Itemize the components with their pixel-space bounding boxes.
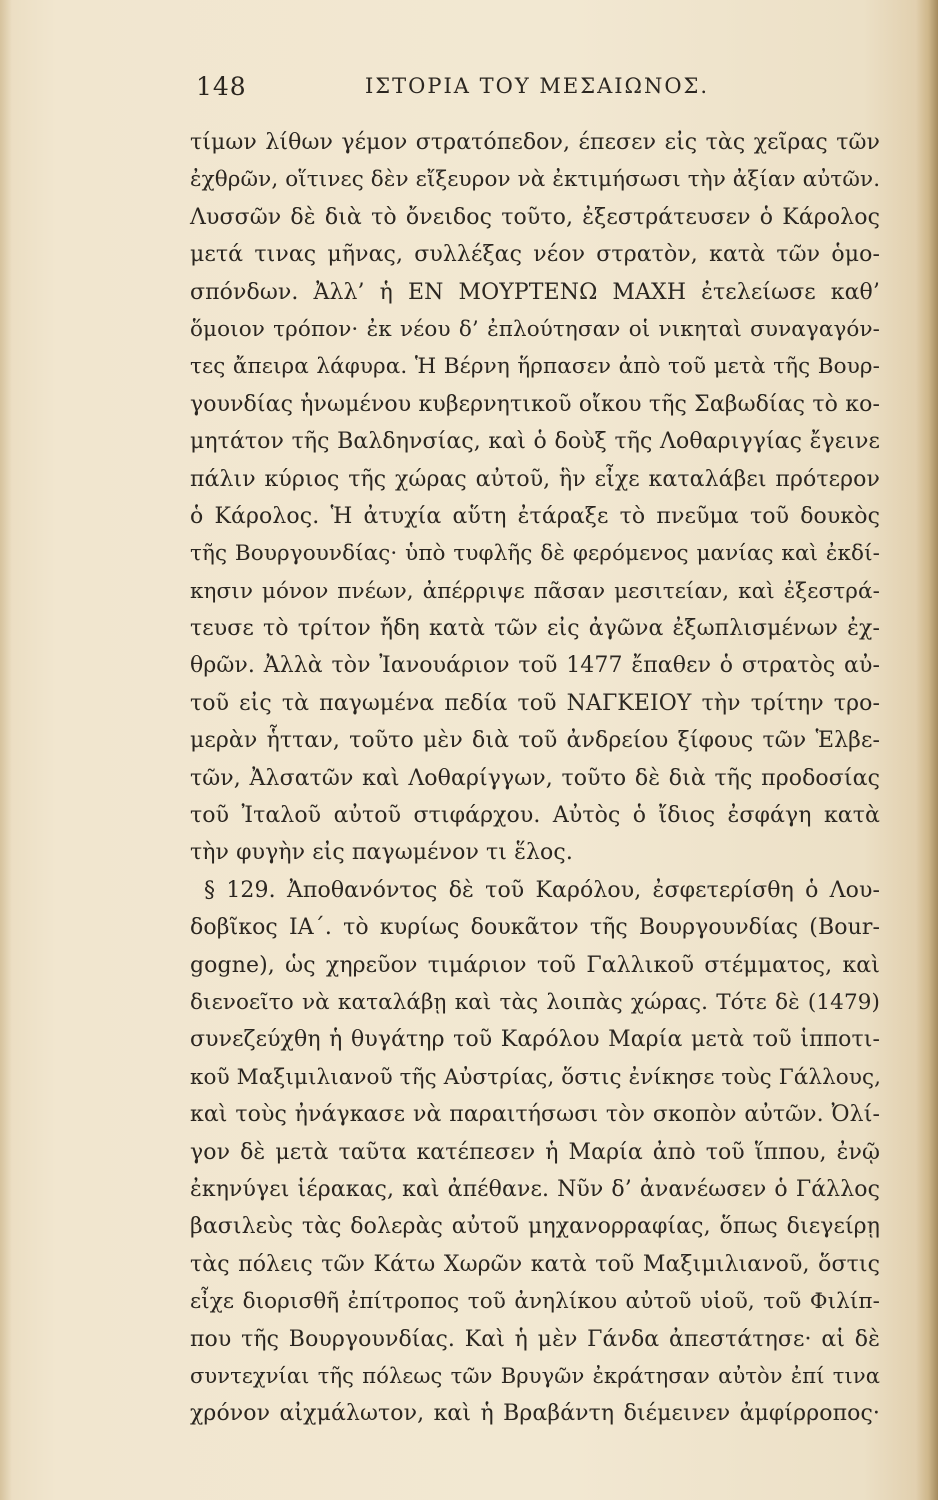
text-line: πάλιν κύριος τῆς χώρας αὐτοῦ, ἣν εἶχε καταλάβει πρότερον bbox=[190, 466, 880, 492]
paragraph-end-line: τὴν φυγὴν εἰς παγωμένον τι ἕλος. bbox=[190, 840, 573, 866]
text-line: τὰς πόλεις τῶν Κάτω Χωρῶν κατὰ τοῦ Μαξιμιλιανοῦ, ὅστις bbox=[190, 1251, 880, 1277]
text-line: διενοεῖτο νὰ καταλάβῃ καὶ τὰς λοιπὰς χώρας. Τότε δὲ (1479) bbox=[190, 989, 880, 1015]
text-line: ἐχθρῶν, οἵτινες δὲν εἴξευρον νὰ ἐκτιμήσωσι τὴν ἀξίαν αὐτῶν. bbox=[190, 167, 881, 193]
text-line: συντεχνίαι τῆς πόλεως τῶν Βρυγῶν ἐκράτησαν αὐτὸν ἐπί τινα bbox=[190, 1363, 880, 1388]
text-line: τοῦ Ἰταλοῦ αὐτοῦ στιφάρχου. Αὐτὸς ὁ ἴδιος ἐσφάγη κατὰ bbox=[190, 803, 880, 829]
body-text bbox=[190, 124, 880, 1433]
text-line: τῆς Βουργουνδίας· ὑπὸ τυφλῆς δὲ φερόμενος μανίας καὶ ἐκδί- bbox=[190, 541, 880, 567]
text-line: μητάτον τῆς Βαλδηνσίας, καὶ ὁ δοὺξ τῆς Λοθαριγγίας ἔγεινε bbox=[190, 429, 880, 455]
section-heading-line: § 129. Ἀποθανόντος δὲ τοῦ Καρόλου, ἐσφετερίσθη ὁ Λου- bbox=[204, 877, 880, 903]
text-line: τοῦ εἰς τὰ παγωμένα πεδία τοῦ ΝΑΓΚΕΙΟΥ τὴν τρίτην τρο- bbox=[190, 690, 880, 716]
text-line: τευσε τὸ τρίτον ἤδη κατὰ τῶν εἰς ἀγῶνα ἐξωπλισμένων ἐχ- bbox=[190, 616, 880, 642]
text-line: gogne), ὡς χηρεῦον τιμάριον τοῦ Γαλλικοῦ στέμματος, καὶ bbox=[190, 952, 880, 978]
page-gutter-shadow bbox=[0, 0, 12, 1500]
text-line: κοῦ Μαξιμιλιανοῦ τῆς Αὐστρίας, ὅστις ἐνίκησε τοὺς Γάλλους, bbox=[190, 1064, 882, 1090]
text-line: ὁ Κάρολος. Ἡ ἀτυχία αὕτη ἐτάραξε τὸ πνεῦμα τοῦ δουκὸς bbox=[190, 503, 880, 529]
page-number: 148 bbox=[196, 72, 247, 101]
text-line: τῶν, Ἀλσατῶν καὶ Λοθαρίγγων, τοῦτο δὲ διὰ τῆς προδοσίας bbox=[190, 765, 880, 791]
text-line: θρῶν. Ἀλλὰ τὸν Ἰανουάριον τοῦ 1477 ἔπαθεν ὁ στρατὸς αὐ- bbox=[190, 653, 880, 679]
text-line: δοβῖκος ΙΑ΄. τὸ κυρίως δουκᾶτον τῆς Βουργουνδίας (Bour- bbox=[190, 915, 880, 941]
text-line: γουνδίας ἡνωμένου κυβερνητικοῦ οἴκου τῆς Σαβωδίας τὸ κο- bbox=[190, 391, 880, 417]
text-line: Λυσσῶν δὲ διὰ τὸ ὄνειδος τοῦτο, ἐξεστράτευσεν ὁ Κάρολος bbox=[190, 204, 880, 230]
text-line: βασιλεὺς τὰς δολερὰς αὐτοῦ μηχανορραφίας, ὅπως διεγείρῃ bbox=[190, 1214, 880, 1240]
text-line: μερὰν ἧτταν, τοῦτο μὲν διὰ τοῦ ἀνδρείου ξίφους τῶν Ἑλβε- bbox=[190, 728, 880, 754]
text-line: τες ἄπειρα λάφυρα. Ἡ Βέρνη ἥρπασεν ἀπὸ τοῦ μετὰ τῆς Βουρ- bbox=[190, 354, 880, 380]
text-line: τίμων λίθων γέμον στρατόπεδον, έπεσεν εἰς τὰς χεῖρας τῶν bbox=[190, 130, 880, 155]
page-edge-shadow bbox=[916, 0, 938, 1500]
text-line: χρόνον αἰχμάλωτον, καὶ ἡ Βραβάντη διέμεινεν ἀμφίρροπος· bbox=[190, 1401, 880, 1427]
text-line: γον δὲ μετὰ ταῦτα κατέπεσεν ἡ Μαρία ἀπὸ τοῦ ἵππου, ἐνῷ bbox=[190, 1139, 880, 1165]
text-line: μετά τινας μῆνας, συλλέξας νέον στρατὸν, κατὰ τῶν ὁμο- bbox=[190, 242, 880, 268]
running-header bbox=[190, 72, 880, 112]
text-line: κησιν μόνον πνέων, ἀπέρριψε πᾶσαν μεσιτείαν, καὶ ἐξεστρά- bbox=[190, 578, 880, 604]
text-line: σπόνδων. Ἀλλ’ ἡ ΕΝ ΜΟΥΡΤΕΝΩ ΜΑΧΗ ἐτελείωσε καθ’ bbox=[190, 279, 880, 305]
text-line: ἐκηνύγει ἱέρακας, καὶ ἀπέθανε. Νῦν δ’ ἀνανέωσεν ὁ Γάλλος bbox=[190, 1176, 880, 1202]
text-line: που τῆς Βουργουνδίας. Καὶ ἡ μὲν Γάνδα ἀπεστάτησε· αἱ δὲ bbox=[190, 1326, 880, 1352]
running-title: ΙΣΤΟΡΙΑ ΤΟΥ ΜΕΣΑΙΩΝΟΣ. bbox=[365, 74, 710, 98]
text-line: καὶ τοὺς ἠνάγκασε νὰ παραιτήσωσι τὸν σκοπὸν αὐτῶν. Ὀλί- bbox=[190, 1102, 880, 1128]
text-line: ὅμοιον τρόπον· ἐκ νέου δ’ ἐπλούτησαν οἱ νικηταὶ συναγαγόν- bbox=[190, 316, 880, 342]
text-line: εἶχε διορισθῆ ἐπίτροπος τοῦ ἀνηλίκου αὐτοῦ υἱοῦ, τοῦ Φιλίπ- bbox=[190, 1289, 880, 1315]
text-line: συνεζεύχθη ἡ θυγάτηρ τοῦ Καρόλου Μαρία μετὰ τοῦ ἱπποτι- bbox=[190, 1027, 880, 1053]
